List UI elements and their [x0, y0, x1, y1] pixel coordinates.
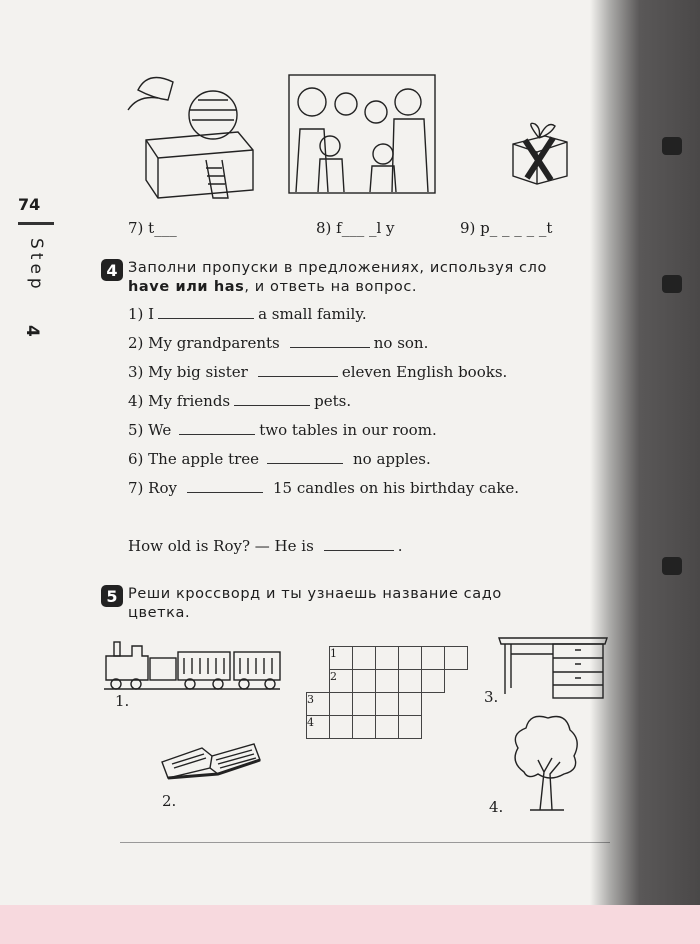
sentence-7: [128, 479, 519, 497]
exercise-4-instruction: Заполни пропуски в предложениях, используя сло: [128, 260, 547, 276]
train-illustration: [102, 636, 282, 692]
crossword-cell[interactable]: [445, 647, 468, 670]
crossword-cell[interactable]: [353, 693, 376, 716]
sentence-4-blank[interactable]: [234, 392, 310, 406]
sentence-5-end: two tables in our room.: [259, 421, 437, 439]
crossword-grid: [306, 646, 468, 739]
tree-illustration: [510, 712, 582, 812]
question-answer-blank[interactable]: [324, 537, 394, 551]
sentence-2-start: 2) My grandparents: [128, 334, 280, 352]
crossword-cell[interactable]: [353, 647, 376, 670]
label-train: 1.: [115, 692, 130, 710]
page-number: 74: [18, 195, 41, 214]
label-tree: 4.: [489, 798, 504, 816]
exercise-5-instruction-line2: цветка.: [128, 605, 191, 621]
crossword-cell[interactable]: [376, 670, 399, 693]
word-item-7: 7) t___: [128, 219, 177, 237]
sentence-3-blank[interactable]: [258, 363, 338, 377]
question-row: [128, 537, 403, 555]
sentence-7-blank[interactable]: [187, 479, 263, 493]
crossword-cell[interactable]: [376, 693, 399, 716]
page-edge-tab: [662, 275, 682, 293]
crossword-cell[interactable]: [422, 670, 445, 693]
sentence-2-end: no son.: [373, 334, 429, 352]
crossword-cell[interactable]: [376, 716, 399, 739]
sentence-7-end: 15 candles on his birthday cake.: [272, 479, 520, 497]
sentence-1-start: 1) I: [128, 305, 155, 323]
have-has-words: have или has: [128, 279, 245, 295]
crossword-cell[interactable]: [399, 716, 422, 739]
crossword-cell[interactable]: 1: [330, 647, 353, 670]
sentence-7-start: 7) Roy: [128, 479, 177, 497]
bottom-background-strip: [0, 905, 700, 944]
crossword-cell[interactable]: [399, 693, 422, 716]
word-item-8: 8) f___ _l y: [316, 219, 395, 237]
sentence-2: [128, 334, 428, 352]
sentence-6-blank[interactable]: [267, 450, 343, 464]
family-illustration: [288, 74, 436, 194]
crossword-cell[interactable]: [353, 716, 376, 739]
crossword-cell[interactable]: [330, 716, 353, 739]
book-illustration: [158, 738, 264, 782]
exercise-4-badge: 4: [101, 259, 123, 281]
sentence-6-start: 6) The apple tree: [128, 450, 260, 468]
sentence-5: [128, 421, 437, 439]
page-binding-shadow: [590, 0, 700, 910]
sentence-3-start: 3) My big sister: [128, 363, 248, 381]
sentence-5-start: 5) We: [128, 421, 172, 439]
toys-box-illustration: [118, 70, 268, 200]
sentence-6-end: no apples.: [353, 450, 431, 468]
question-text: How old is Roy? — He is: [128, 537, 314, 555]
label-desk: 3.: [484, 688, 499, 706]
instruction-rest: , и ответь на вопрос.: [244, 279, 418, 295]
page-bottom-rule: [120, 842, 610, 843]
crossword-cell[interactable]: 3: [307, 693, 330, 716]
page-edge-tab: [662, 557, 682, 575]
sentence-1-blank[interactable]: [158, 305, 254, 319]
sentence-4: [128, 392, 351, 410]
sentence-4-start: 4) My friends: [128, 392, 231, 410]
sentence-2-blank[interactable]: [290, 334, 370, 348]
sentence-4-end: pets.: [314, 392, 352, 410]
gift-illustration: [505, 118, 573, 186]
sentence-1-end: a small family.: [258, 305, 367, 323]
sentence-6: [128, 450, 431, 468]
label-book: 2.: [162, 792, 177, 810]
step-number: 4: [22, 325, 42, 337]
crossword-cell[interactable]: [330, 693, 353, 716]
crossword-cell[interactable]: [376, 647, 399, 670]
crossword-cell[interactable]: [422, 647, 445, 670]
crossword-cell[interactable]: 2: [330, 670, 353, 693]
exercise-5-badge: 5: [101, 585, 123, 607]
exercise-5-instruction: Реши кроссворд и ты узнаешь название садо: [128, 586, 502, 602]
sentence-1: [128, 305, 367, 323]
step-label: Step: [26, 238, 46, 293]
crossword-cell[interactable]: [399, 647, 422, 670]
sentence-3-end: eleven English books.: [341, 363, 508, 381]
crossword-cell[interactable]: [353, 670, 376, 693]
crossword-cell[interactable]: 4: [307, 716, 330, 739]
crossword-cell[interactable]: [399, 670, 422, 693]
exercise-4-instruction-line2: [128, 279, 417, 295]
page-edge-tab: [662, 137, 682, 155]
question-end: .: [397, 537, 403, 555]
sentence-5-blank[interactable]: [179, 421, 255, 435]
page-number-divider: [18, 222, 54, 225]
word-item-9: 9) p_ _ _ _ _t: [460, 219, 553, 237]
sentence-3: [128, 363, 507, 381]
